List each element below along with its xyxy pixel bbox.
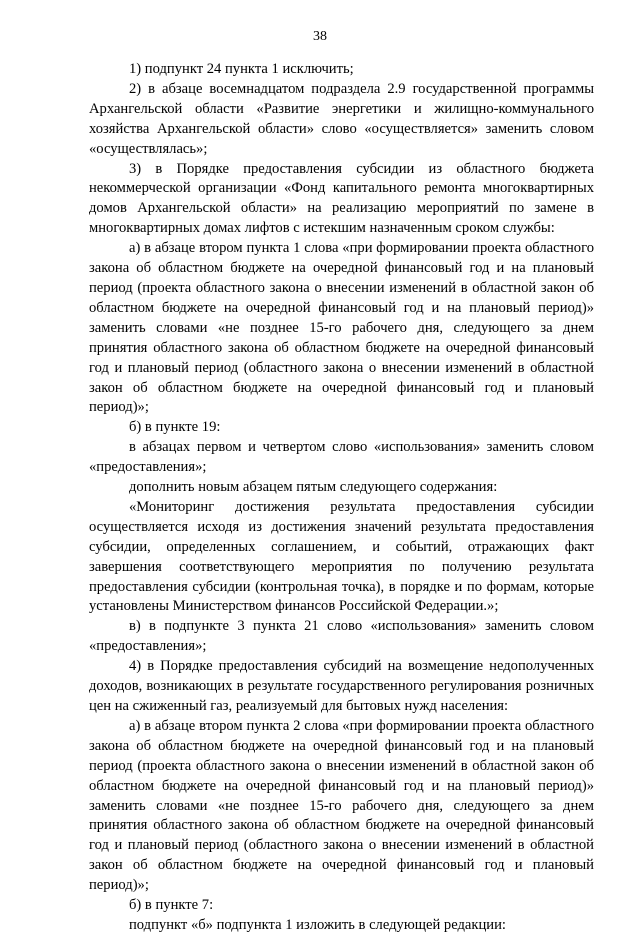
paragraph-9: в) в подпункте 3 пункта 21 слово «использования» заменить словом «предоставления»; (89, 618, 594, 655)
paragraph-13: подпункт «б» подпункта 1 изложить в следующей редакции: (129, 916, 506, 933)
paragraph-8: «Мониторинг достижения результата предоставления субсидии осуществляется исходя из достижения значений результата предоставления субсидии, определенных соглашением, и событий, отражающих факт завершения соответствующего мероприятия по получению результата предоставления субсидии (контрольная точка), в порядке и по формам, которые установлены Министерством финансов Российской Федерации.»; (89, 498, 594, 615)
paragraph-6: в абзацах первом и четвертом слово «использования» заменить словом «предоставления»; (89, 439, 594, 476)
paragraph-1: 1) подпункт 24 пункта 1 исключить; (129, 61, 354, 77)
page-number: 38 (313, 29, 327, 44)
paragraph-12: б) в пункте 7: (129, 897, 214, 914)
paragraph-2: 2) в абзаце восемнадцатом подраздела 2.9 государственной программы Архангельской области «Развитие энергетики и жилищно-коммунального хозяйства Архангельской области» слово «осуществляется» заменить словом «осуществлялась»; (89, 80, 594, 157)
document-body (89, 60, 594, 936)
paragraph-11: а) в абзаце втором пункта 2 слова «при формировании проекта областного закона об областном бюджете на очередной финансовый год и на плановый период (проекта областного закона о внесении изменений в областной закон об областном бюджете на очередной финансовый год и на плановый период)» заменить словами «не позднее 15-го рабочего дня, следующего за днем принятия областного закона об областном бюджете на очередной финансовый год и плановый период (областного закона о внесении изменений в областной закон об областном бюджете на очередной финансовый год и плановый период)»; (89, 717, 594, 894)
paragraph-7: дополнить новым абзацем пятым следующего содержания: (129, 479, 498, 496)
paragraph-3: 3) в Порядке предоставления субсидии из областного бюджета некоммерческой организации «Фонд капитального ремонта многоквартирных домов Архангельской области» на реализацию мероприятий по замене в многоквартирных домах лифтов с истекшим назначенным сроком службы: (89, 160, 594, 237)
paragraph-10: 4) в Порядке предоставления субсидий на возмещение недополученных доходов, возникающих в результате государственного регулирования розничных цен на сжиженный газ, реализуемый для бытовых нужд населения: (89, 658, 594, 714)
paragraph-5: б) в пункте 19: (129, 419, 221, 436)
paragraph-4: а) в абзаце втором пункта 1 слова «при формировании проекта областного закона об областном бюджете на очередной финансовый год и на плановый период (проекта областного закона о внесении изменений в областной закон об областном бюджете на очередной финансовый год и на плановый период)» заменить словами «не позднее 15-го рабочего дня, следующего за днем принятия областного закона об областном бюджете на очередной финансовый год и плановый период (областного закона о внесении изменений в областной закон об областном бюджете на очередной финансовый год и плановый период)»; (89, 240, 594, 416)
